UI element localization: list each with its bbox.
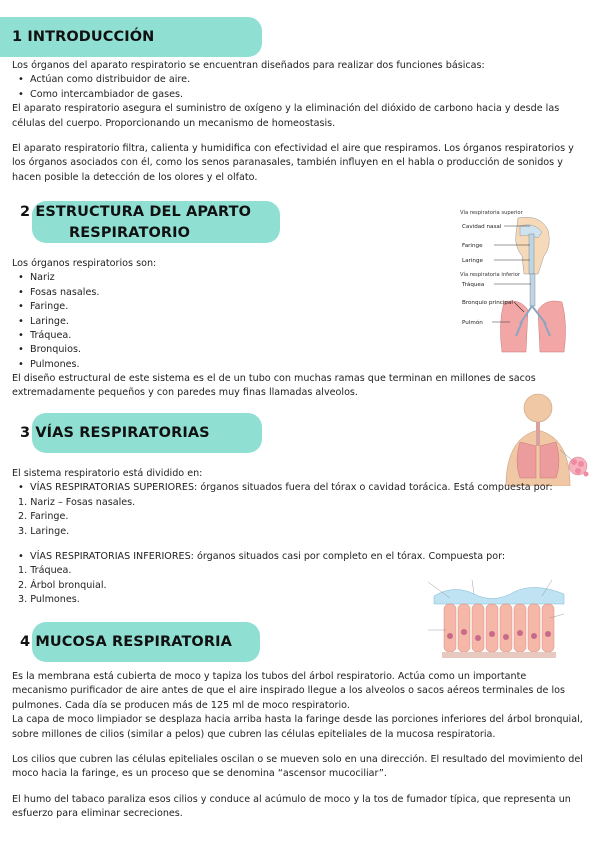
section-4-body [12,670,584,822]
list-item: 3. Pulmones. [18,594,80,606]
list-item: 3. Laringe. [18,525,70,537]
section-3-upper-list [12,496,592,539]
list-item: • Actúan como distribuidor de aire. [12,73,584,87]
section-4-paragraph-3: Los cilios que cubren las células epiteliales oscilan o se mueven solo en una dirección. El resultado del movimiento del moco hacia la faringe, es un proceso que se denomina “ascensor mucociliar”. [12,754,583,780]
section-4-title-text: MUCOSA RESPIRATORIA [35,634,232,650]
section-2-intro: Los órganos respiratorios son: [12,258,157,269]
list-item: • Fosas nasales. [12,286,442,300]
section-3-upper-bullet [12,481,592,495]
label-larynx: Laringe [462,258,483,264]
section-2-title-line-1: ESTRUCTURA DEL APARTO [35,204,252,220]
respiratory-system-figure [458,206,568,356]
section-3-title-text: VÍAS RESPIRATORIAS [35,425,210,441]
section-3-title [20,425,210,441]
section-1-number: 1 [12,29,23,45]
list-item: • VÍAS RESPIRATORIAS SUPERIORES: órganos situados fuera del tórax o cavidad torácica. Está compuesta por: [12,481,592,495]
lower-airway-title: Vía respiratoria inferior [460,272,521,278]
list-item: • Nariz [12,271,442,285]
section-1-intro: Los órganos del aparato respiratorio se encuentran diseñados para realizar dos funciones básicas: [12,60,485,71]
section-1-paragraph-2: El aparato respiratorio filtra, calienta y humidifica con efectividad el aire que respiramos. Los órganos respiratorios y los órganos asociados con él, como los senos paranasales, también influyen en el habla o producción de sonidos y hacen posible la detección de los olores y el olfato. [12,143,574,183]
respiratory-epithelium-figure [424,574,574,666]
section-4-number: 4 [20,634,31,650]
upper-airway-title: Vía respiratoria superior [460,210,523,216]
list-item: • Faringe. [12,300,442,314]
section-4-paragraph-4: El humo del tabaco paraliza esos cilios y conduce al acúmulo de moco y la tos de fumador típica, que representa un esfuerzo para eliminar secreciones. [12,793,571,820]
label-main-bronchus: Bronquio principal [462,300,513,306]
list-item: 2. Faringe. [18,511,69,523]
label-trachea: Tráquea [462,282,485,288]
section-3-number: 3 [20,425,31,441]
list-item: 1. Tráquea. [18,565,72,577]
section-3-lower-bullet [12,550,592,564]
list-item: • Como intercambiador de gases. [12,88,584,102]
section-1-title [12,29,154,45]
list-item: • Tráquea. [12,329,442,343]
label-pharynx: Faringe [462,243,483,249]
list-item: 1. Nariz – Fosas nasales. [18,496,136,508]
section-2-number: 2 [20,204,31,220]
section-4-title [20,634,232,650]
list-item: 2. Árbol bronquial. [18,579,107,591]
section-3-intro: El sistema respiratorio está dividido en: [12,468,203,479]
section-1-title-text: INTRODUCCIÓN [27,29,155,45]
label-nasal-cavity: Cavidad nasal [462,224,502,230]
list-item: • Bronquios. [12,343,442,357]
section-2-bullets [12,271,442,372]
section-2-paragraph: El diseño estructural de este sistema es el de un tubo con muchas ramas que terminan en millones de sacos extremadamente pequeños y con paredes muy finas llamadas alveolos. [12,373,536,399]
section-1-paragraph-1: El aparato respiratorio asegura el suministro de oxígeno y la eliminación del dióxido de carbono hacia y desde las células del cuerpo. Proporcionando un mecanismo de homeostasis. [12,103,560,129]
section-1-bullets [12,73,584,102]
section-1-body [12,59,584,185]
section-2-title [20,204,251,220]
list-item: • Laringe. [12,315,442,329]
list-item: • Pulmones. [12,358,442,372]
section-4-paragraph-2: La capa de moco limpiador se desplaza hacia arriba hasta la faringe desde las porciones inferiores del árbol bronquial, sobre millones de cilios (similar a pelos) que cubren las células epiteliales de la mucosa respiratoria. [12,714,583,740]
label-lung: Pulmón [462,320,483,326]
section-2-body [12,257,442,372]
section-2-title-line-2: RESPIRATORIO [69,225,191,241]
list-item: • VÍAS RESPIRATORIAS INFERIORES: órganos situados casi por completo en el tórax. Compuesta por: [12,550,592,564]
section-4-paragraph-1: Es la membrana está cubierta de moco y tapiza los tubos del árbol respiratorio. Actúa como un importante mecanismo purificador de aire antes de que el aire inspirado llegue a los alveolos o sacos aéreos terminales de los pulmones. Cada día se producen más de 125 ml de moco respiratorio. [12,671,565,711]
